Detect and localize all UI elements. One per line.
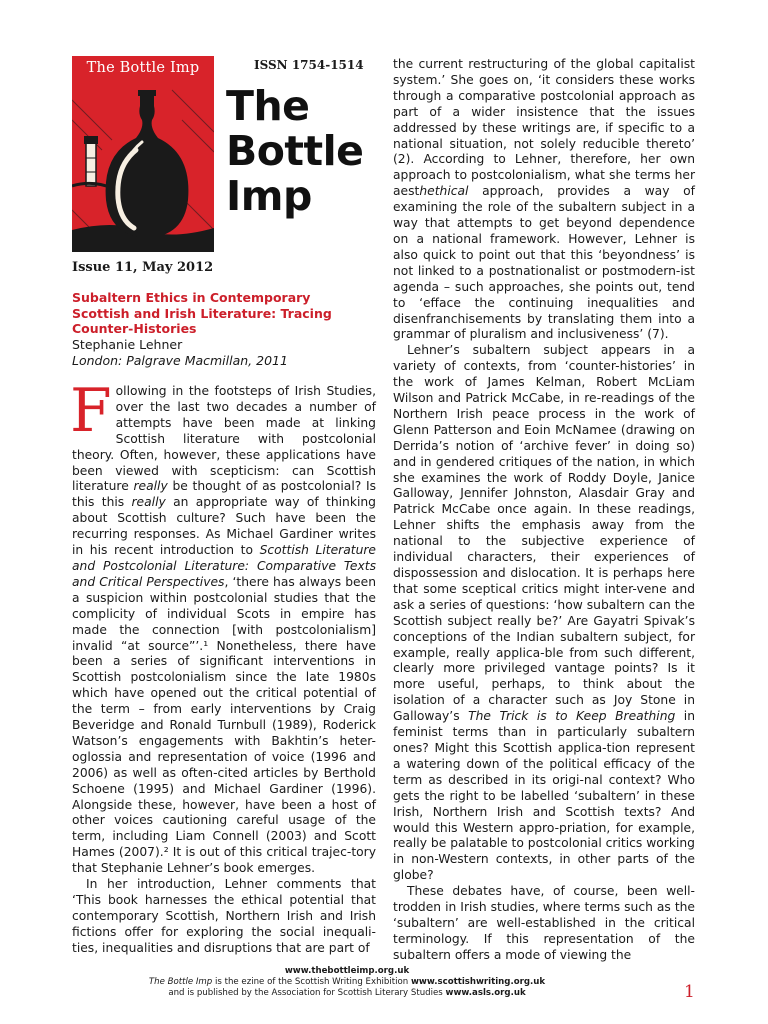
text-run: hethical <box>419 184 469 199</box>
masthead-title <box>226 84 363 219</box>
page-footer <box>72 966 622 999</box>
bottle-imp-logo <box>72 56 214 252</box>
masthead-line: The <box>226 82 310 130</box>
footer-site-link[interactable]: www.thebottleimp.org.uk <box>284 966 410 976</box>
text-run: approach, provides a way of examining the role of the subaltern subject in a way that attempts to get beyond dependence on a national framework. However, Lehner is also quick to point out that this ‘beyondness’ is not linked to a postnationalist or postmodern-ist agenda – such approaches, she points out, tend to ‘efface the continuing inequalities and disenfranchisements by translating them into a grammar of pluralism and inclusiveness’ (7). <box>393 184 695 342</box>
text-run: ollowing in the footsteps of Irish Studies, over the last two decades a number of attempts have been made at linking Scottish literature with postcolonial theory. Often, however, these applications have been viewed with scepticism: can Scottish literature <box>72 384 376 494</box>
footer-text: is the ezine of the Scottish Writing Exhibition <box>212 977 411 987</box>
footer-asls-link[interactable]: www.asls.org.uk <box>445 988 526 998</box>
text-run: the current restructuring of the global capitalist system.’ She goes on, ‘it considers these works through a comparative postcolonial approach as part of a wider insistence that the issues addressed by these writings are, if specific to a national situation, not solely reducible thereto’ (2). According to Lehner, therefore, her own approach to postcolonialism, what she terms her aest <box>393 57 695 199</box>
article-column-left <box>70 376 376 957</box>
footer-text: and is published by the Association for Scottish Literary Studies <box>168 988 446 998</box>
drop-cap: F <box>70 376 112 446</box>
footer-ezine-name: The Bottle Imp <box>148 977 213 987</box>
page-number: 1 <box>684 982 695 1002</box>
text-run: really <box>133 479 168 494</box>
text-run: , ‘there has always been a suspicion within postcolonial studies that the complicity of individual Scots in empire has made the connection [with postcolonialism] invalid “at source”’.¹ Nonetheless, there have been a series of significant interventions in Scottish postcolonialism since the late 1980s which have opened out the critical potential of the term – from early interventions by Craig Beveridge and Ronald Turnbull (1989), Roderick Watson’s engagements with Bakhtin’s heter-oglossia and representation of voice (1996 and 2006) as well as often-cited articles by Berthold Schoene (1995) and Michael Gardiner (1996). Alongside these, however, have been a host of other voices cautioning careful usage of the term, including Liam Connell (2003) and Scott Hames (2007).² It is out of this critical trajec-tory that Stephanie Lehner’s book emerges. <box>72 574 376 876</box>
bottle-illustration <box>72 80 214 252</box>
text-run: really <box>131 495 166 510</box>
article-paragraph: These debates have, of course, been well-trodden in Irish studies, where terms such as the ‘subaltern’ are well-established in the critical terminology. If this representation of the subaltern offers a mode of viewing the <box>393 884 695 962</box>
masthead-line: Bottle <box>226 127 364 175</box>
text-run: an appropriate way of thinking about Scottish culture? Such have been the recurring responses. As Michael Gardiner writes in his recent introduction to <box>72 495 376 558</box>
review-publisher: London: Palgrave Macmillan, 2011 <box>72 353 288 368</box>
text-run: Lehner’s subaltern subject appears in a variety of contexts, from ‘counter-histories’ in the work of James Kelman, Robert McLiam Wilson and Patrick McCabe, in re-readings of the Northern Irish peace process in the work of Glenn Patterson and Eoin McNamee (drawing on Derrida’s notion of ‘archive fever’ in doing so) and in gendered critiques of the nation, in which she examines the work of Roddy Doyle, Janice Galloway, Jennifer Johnston, Alasdair Gray and Patrick McCabe once again. In these readings, Lehner shifts the emphasis away from the national to the subjective experience of individual characters, their experiences of dispossession and dislocation. It is perhaps here that some sceptical critics might inter-vene and ask a series of questions: ‘how subaltern can the Scottish subject really be?’ Are Gayatri Spivak’s conceptions of the Indian subaltern subject, for example, really applica-ble from such different, clearly more privileged vantage points? Is it more useful, perhaps, to think about the isolation of a character such as Joy Stone in Galloway’s <box>393 343 695 724</box>
text-run: in feminist terms than in particularly subaltern ones? Might this Scottish applica-tion represent a watering down of the political efficacy of the term as described in its origi-nal context? Who gets the right to be labelled ‘subaltern’ in these Irish, Northern Irish and Scottish texts? And would this Western appro-priation, for example, really be palatable to postcolonial critics working in non-Western contexts, in other parts of the globe? <box>393 709 696 883</box>
masthead-line: Imp <box>226 172 312 220</box>
article-paragraph <box>393 343 695 884</box>
article-paragraph <box>70 376 376 877</box>
text-run: The Trick is to Keep Breathing <box>468 709 676 724</box>
article-paragraph <box>393 57 695 343</box>
issn-number: ISSN 1754-1514 <box>254 58 364 72</box>
logo-banner-text: The Bottle Imp <box>72 56 214 80</box>
footer-exhibition-link[interactable]: www.scottishwriting.org.uk <box>410 977 546 987</box>
lighthouse-icon <box>84 136 98 186</box>
article-paragraph: In her introduction, Lehner comments that ‘This book harnesses the ethical potential that contemporary Scottish, Northern Irish and Irish fictions offer for exploring the social inequali-ties, inequalities and disruptions that are part of <box>72 877 376 955</box>
text-run: be thought of as postcolonial? Is this this <box>72 479 376 510</box>
review-title: Subaltern Ethics in Contemporary Scottish and Irish Literature: Tracing Counter-Histories <box>72 290 332 336</box>
review-author: Stephanie Lehner <box>72 337 183 352</box>
text-run: Scottish Literature and Postcolonial Literature: Comparative Texts and Critical Perspectives <box>72 543 376 589</box>
issue-label: Issue 11, May 2012 <box>72 260 214 275</box>
article-column-right <box>393 57 695 964</box>
